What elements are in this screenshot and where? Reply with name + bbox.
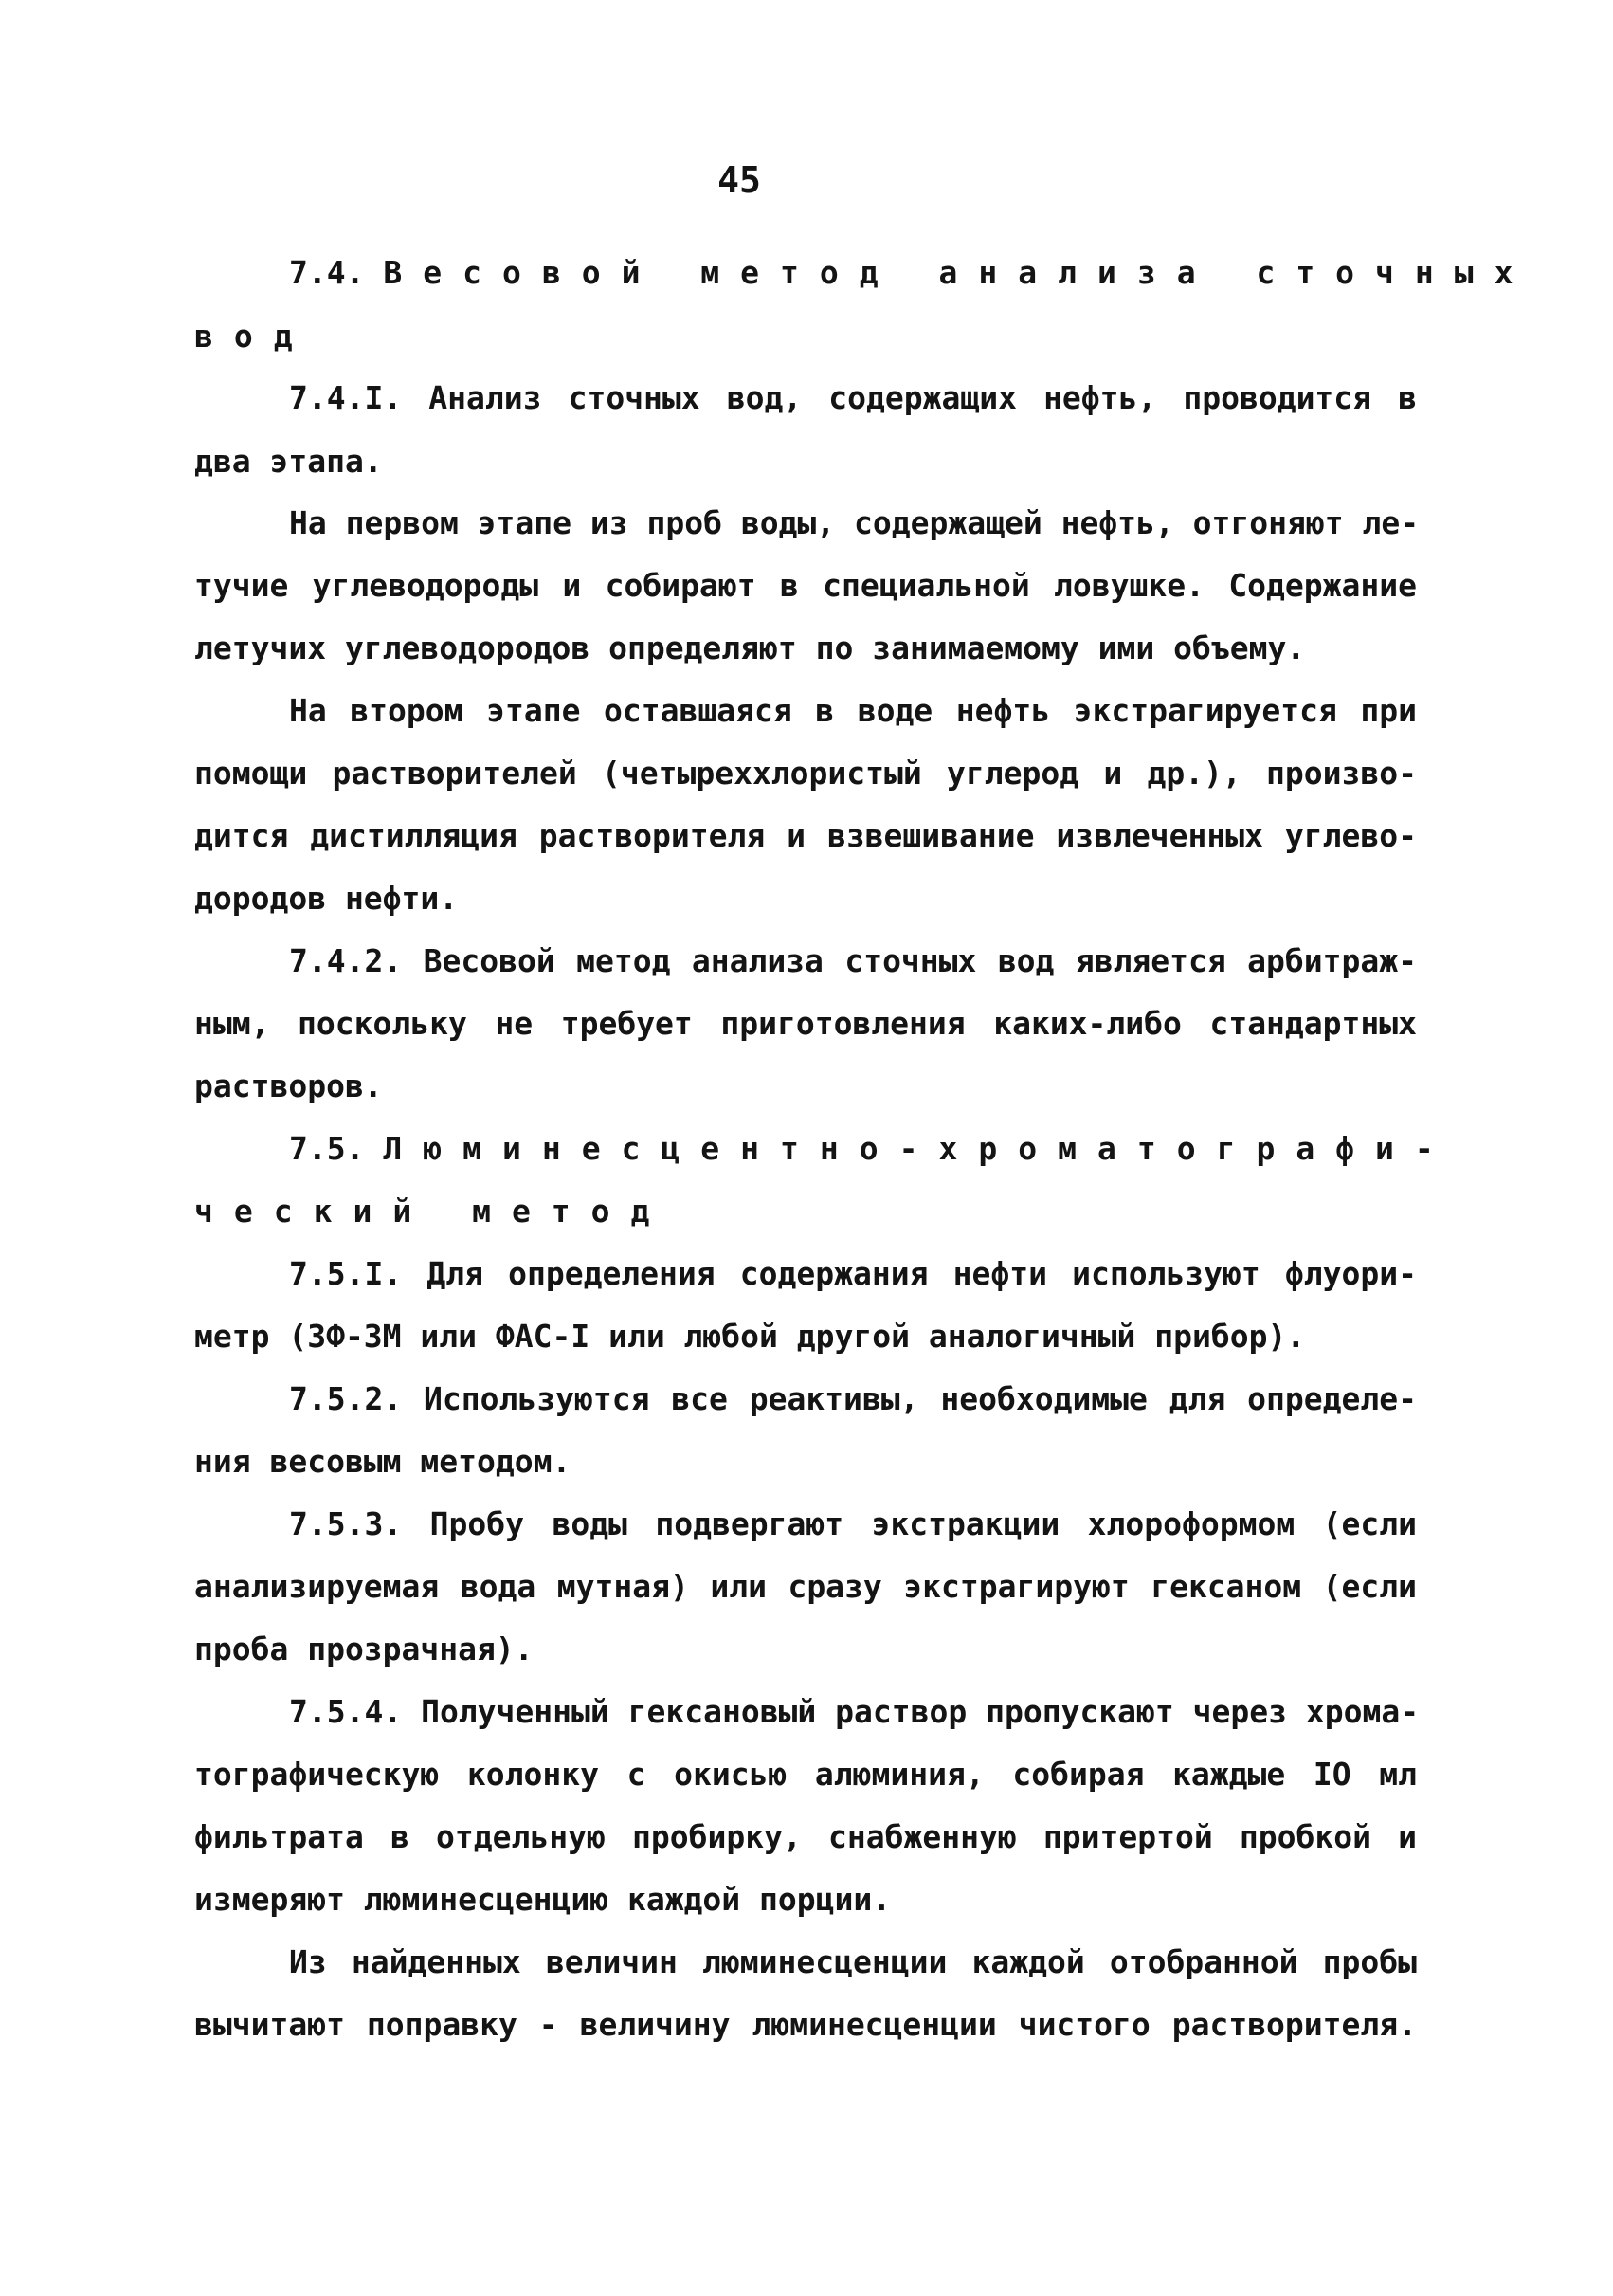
paragraph-line: фильтрата в отдельную пробирку, снабженную притертой пробкой и	[194, 1818, 1417, 1855]
heading-number: 7.4.	[289, 254, 365, 291]
paragraph-line: летучих углеводородов определяют по занимаемому ими объему.	[194, 629, 1306, 666]
paragraph-line: два этапа.	[194, 443, 383, 480]
paragraph-line: проба прозрачная).	[194, 1631, 534, 1667]
paragraph-line: анализируемая вода мутная) или сразу экстрагируют гексаном (если	[194, 1568, 1417, 1605]
heading-title: Весовой метод анализа сточных	[383, 254, 1534, 291]
section-heading-7-4	[289, 254, 1534, 292]
paragraph-line: дится дистилляция растворителя и взвешивание извлеченных углево-	[194, 817, 1417, 854]
paragraph-line: измеряют люминесценцию каждой порции.	[194, 1881, 892, 1918]
section-heading-7-4-cont: вод	[194, 318, 314, 355]
paragraph-line: вычитают поправку - величину люминесценции чистого растворителя.	[194, 2006, 1417, 2043]
paragraph-line: помощи растворителей (четыреххлористый углерод и др.), произво-	[194, 755, 1417, 792]
heading-title: Люминесцентно-хроматографи-	[383, 1130, 1455, 1167]
heading-number: 7.5.	[289, 1130, 365, 1167]
paragraph-line: 7.5.4. Полученный гексановый раствор пропускают через хрома-	[289, 1693, 1420, 1730]
paragraph-line: ния весовым методом.	[194, 1443, 571, 1480]
paragraph-line: 7.4.2. Весовой метод анализа сточных вод является арбитраж-	[289, 942, 1417, 979]
section-heading-7-5-cont: ческий метод	[194, 1193, 671, 1230]
paragraph-line: На первом этапе из проб воды, содержащей нефть, отгоняют ле-	[289, 504, 1420, 541]
paragraph-line: 7.5.I. Для определения содержания нефти используют флуори-	[289, 1255, 1417, 1292]
page-number: 45	[717, 159, 761, 201]
paragraph-line: метр (ЗФ-ЗМ или ФАС-I или любой другой аналогичный прибор).	[194, 1318, 1306, 1355]
paragraph-line: тографическую колонку с окисью алюминия, собирая каждые IO мл	[194, 1756, 1417, 1793]
paragraph-line: Из найденных величин люминесценции каждой отобранной пробы	[289, 1943, 1417, 1980]
paragraph-line: растворов.	[194, 1067, 383, 1104]
paragraph-line: 7.4.I. Анализ сточных вод, содержащих нефть, проводится в	[289, 379, 1417, 416]
paragraph-line: дородов нефти.	[194, 880, 459, 917]
paragraph-line: 7.5.2. Используются все реактивы, необходимые для определе-	[289, 1380, 1417, 1417]
paragraph-line: тучие углеводороды и собирают в специальной ловушке. Содержание	[194, 567, 1417, 604]
paragraph-line: 7.5.3. Пробу воды подвергают экстракции хлороформом (если	[289, 1505, 1417, 1542]
paragraph-line: На втором этапе оставшаяся в воде нефть экстрагируется при	[289, 692, 1417, 729]
paragraph-line: ным, поскольку не требует приготовления каких-либо стандартных	[194, 1005, 1417, 1042]
section-heading-7-5	[289, 1130, 1455, 1168]
